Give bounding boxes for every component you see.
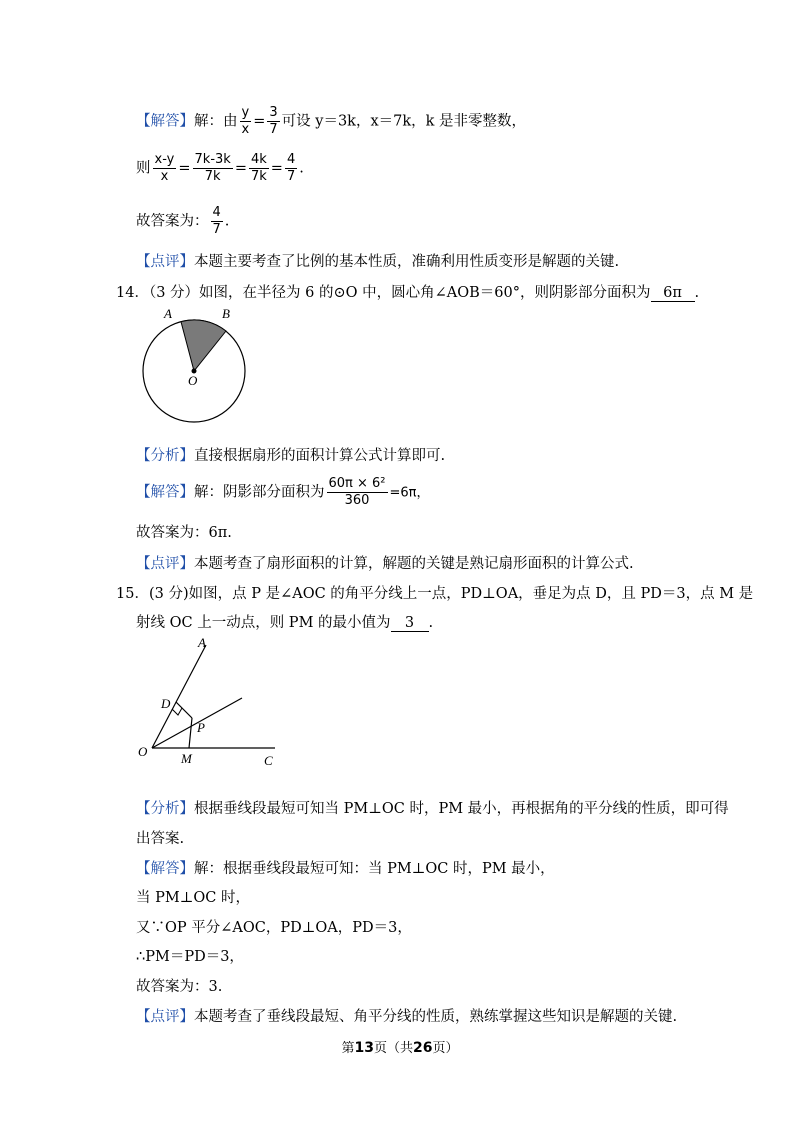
page-footer: 第13页（共26页） <box>341 1040 459 1056</box>
q15-solution-line4: ∴PM＝PD＝3， <box>136 949 244 965</box>
q15-answer: 故答案为：3. <box>136 979 223 995</box>
q15-solution-line3: 又∵OP 平分∠AOC，PD⊥OA，PD＝3， <box>136 920 412 936</box>
q15-analysis-line2: 出答案. <box>136 831 185 847</box>
q13-solution-line1: 【解答】解：由 $\frac{y}{x}$ = $\frac{3}{7}$ 可设 y＝3k，x＝7k，k 是非零整数， <box>136 105 527 137</box>
label-d: D <box>161 696 171 711</box>
question-number: 14． <box>116 285 149 301</box>
fraction: $\frac{4}{7}$ <box>212 205 221 237</box>
dianping-tag: 【点评】 <box>136 1009 194 1025</box>
q15-analysis-line1: 【分析】根据垂线段最短可知当 PM⊥OC 时，PM 最小，再根据角的平分线的性质，即可得 <box>136 801 729 817</box>
q13-comment: 【点评】本题主要考查了比例的基本性质，准确利用性质变形是解题的关键. <box>136 254 620 270</box>
answer-blank: 3 <box>391 615 429 632</box>
q13-solution-line2: 则 $\frac{x-y}{x}$ = $\frac{7k-3k}{7k}$ = $\frac{4k}{7k}$ = $\frac{4}{7}$ . <box>136 152 304 184</box>
label-b: B <box>222 306 230 321</box>
jieda-tag: 【解答】 <box>136 861 194 877</box>
dianping-tag: 【点评】 <box>136 556 194 572</box>
segment-pm <box>189 718 192 748</box>
q13-answer: 故答案为： $\frac{4}{7}$ . <box>136 205 230 237</box>
q15-comment: 【点评】本题考查了垂线段最短、角平分线的性质，熟练掌握这些知识是解题的关键. <box>136 1009 678 1025</box>
label-c: C <box>264 753 273 768</box>
shaded-sector <box>181 320 226 371</box>
label-a: A <box>198 635 206 650</box>
right-angle-mark <box>172 708 182 715</box>
q15-solution-line1: 【解答】解：根据垂线段最短可知：当 PM⊥OC 时，PM 最小， <box>136 861 555 877</box>
fraction: $\frac{3}{7}$ <box>269 105 278 137</box>
fraction: $\frac{7k-3k}{7k}$ <box>194 152 231 184</box>
fenxi-tag: 【分析】 <box>136 801 194 817</box>
q14-answer: 故答案为：6π. <box>136 525 232 541</box>
question-number: 15． <box>116 586 149 602</box>
jieda-tag: 【解答】 <box>136 484 194 501</box>
fraction: $\frac{y}{x}$ <box>241 105 250 137</box>
label-o: O <box>188 373 198 388</box>
fraction: $\frac{\text{60π × 6²}}{360}$ <box>328 476 386 508</box>
fenxi-tag: 【分析】 <box>136 448 194 464</box>
q15-solution-line2: 当 PM⊥OC 时， <box>136 890 250 906</box>
fraction: $\frac{4k}{7k}$ <box>250 152 267 184</box>
q14-comment: 【点评】本题考查了扇形面积的计算，解题的关键是熟记扇形面积的计算公式. <box>136 556 634 572</box>
page-total: 26 <box>413 1040 433 1056</box>
answer-blank: 6π <box>651 285 695 302</box>
q14-analysis: 【分析】直接根据扇形的面积计算公式计算即可. <box>136 448 446 464</box>
q14-stem: 14．（3 分）如图，在半径为 6 的⊙O 中，圆心角∠AOB＝60°，则阴影部分面积为 6π . <box>116 285 700 301</box>
q15-stem-line2: 射线 OC 上一动点，则 PM 的最小值为 3 . <box>136 615 434 631</box>
sector-figure <box>138 305 258 425</box>
jieda-tag: 【解答】 <box>136 113 194 130</box>
fraction: $\frac{x-y}{x}$ <box>154 152 175 184</box>
angle-bisector-figure <box>130 635 290 775</box>
label-a: A <box>164 306 172 321</box>
label-o: O <box>138 744 148 759</box>
segment-pd <box>176 702 192 718</box>
q14-solution: 【解答】解：阴影部分面积为 $\frac{\text{60π × 6²}}{360}$ =6π， <box>136 476 430 508</box>
q15-stem-line1: 15．(3 分)如图，点 P 是∠AOC 的角平分线上一点，PD⊥OA，垂足为点 D，且 PD＝3，点 M 是 <box>116 586 754 602</box>
label-m: M <box>181 751 192 766</box>
fraction: $\frac{4}{7}$ <box>286 152 296 184</box>
page-number: 13 <box>354 1040 374 1056</box>
dianping-tag: 【点评】 <box>136 254 194 270</box>
label-p: P <box>197 720 205 735</box>
